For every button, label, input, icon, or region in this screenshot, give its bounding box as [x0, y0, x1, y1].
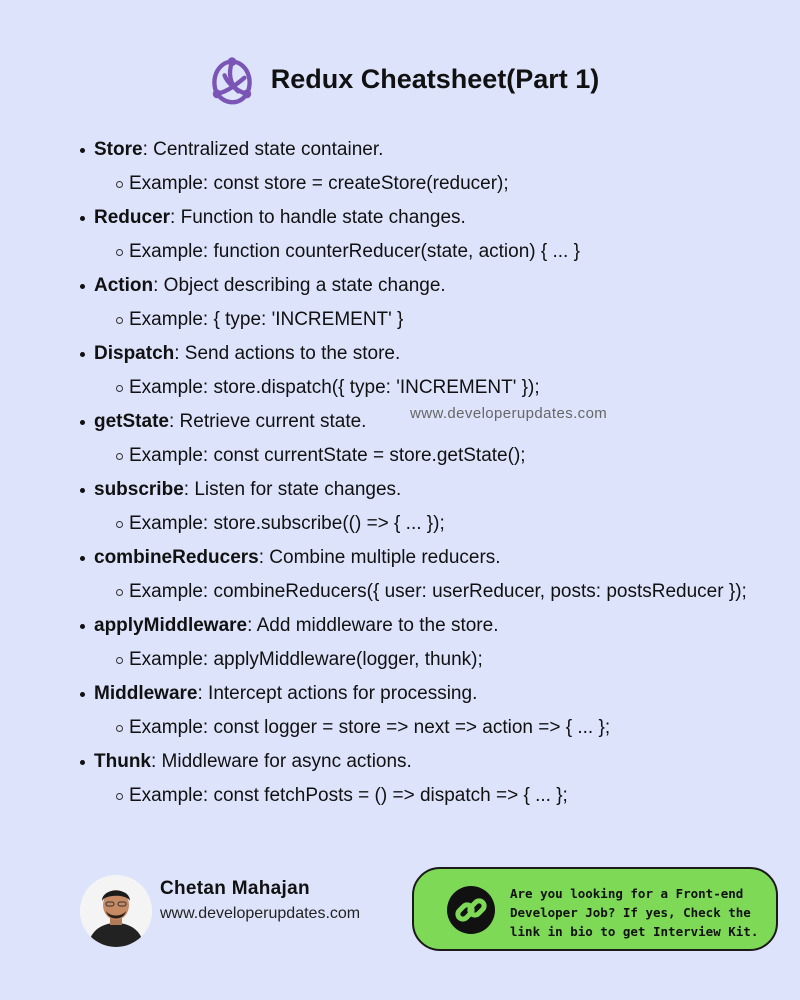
avatar: [80, 875, 152, 947]
item-description: : Combine multiple reducers.: [258, 547, 501, 568]
item-description: : Middleware for async actions.: [151, 751, 412, 772]
item-example: Example: const fetchPosts = () => dispatch => { ... };: [80, 779, 780, 813]
item-term: Thunk: [94, 751, 151, 772]
list-item: [80, 677, 780, 745]
item-heading: [80, 473, 780, 507]
item-description: : Function to handle state changes.: [170, 207, 466, 228]
item-heading: [80, 201, 780, 235]
item-example: Example: applyMiddleware(logger, thunk);: [80, 643, 780, 677]
item-heading: [80, 677, 780, 711]
author-name: Chetan Mahajan: [160, 878, 310, 899]
item-example: Example: const logger = store => next => action => { ... };: [80, 711, 780, 745]
item-term: Action: [94, 275, 154, 296]
item-heading: [80, 609, 780, 643]
header: [0, 48, 800, 110]
item-description: : Send actions to the store.: [174, 343, 401, 364]
avatar-portrait-icon: [80, 875, 152, 947]
item-example: Example: { type: 'INCREMENT' }: [80, 303, 780, 337]
item-term: Middleware: [94, 683, 198, 704]
list-item: [80, 473, 780, 541]
promo-text: Are you looking for a Front-end Developer Job? If yes, Check the link in bio to get Interview Kit.: [510, 886, 759, 939]
list-item: [80, 133, 780, 201]
item-description: : Centralized state container.: [142, 139, 384, 160]
interview-kit-promo[interactable]: [412, 867, 778, 951]
item-term: applyMiddleware: [94, 615, 248, 636]
page-title: Redux Cheatsheet(Part 1): [270, 63, 600, 94]
item-example: Example: const store = createStore(reducer);: [80, 167, 780, 201]
item-term: subscribe: [94, 479, 184, 500]
item-description: : Object describing a state change.: [153, 275, 446, 296]
author-website[interactable]: www.developerupdates.com: [160, 905, 361, 922]
item-example: Example: const currentState = store.getState();: [80, 439, 780, 473]
item-example: Example: function counterReducer(state, action) { ... }: [80, 235, 780, 269]
watermark: www.developerupdates.com: [410, 405, 608, 422]
list-item: [80, 269, 780, 337]
item-description: : Intercept actions for processing.: [197, 683, 478, 704]
item-description: : Listen for state changes.: [183, 479, 402, 500]
list-item: [80, 337, 780, 405]
item-heading: [80, 133, 780, 167]
item-heading: [80, 745, 780, 779]
item-example: Example: store.subscribe(() => { ... });: [80, 507, 780, 541]
cheatsheet-list: [80, 133, 780, 813]
author-card: [80, 875, 400, 947]
list-item: [80, 609, 780, 677]
item-term: Reducer: [94, 207, 171, 228]
item-description: : Add middleware to the store.: [247, 615, 499, 636]
list-item: [80, 201, 780, 269]
item-description: : Retrieve current state.: [168, 411, 367, 432]
redux-logo-icon: [201, 48, 263, 110]
item-example: Example: combineReducers({ user: userReducer, posts: postsReducer });: [80, 575, 780, 609]
link-icon: [447, 886, 495, 934]
item-term: combineReducers: [94, 547, 259, 568]
item-example: Example: store.dispatch({ type: 'INCREMENT' });: [80, 371, 780, 405]
item-heading: [80, 337, 780, 371]
list-item: [80, 541, 780, 609]
item-term: Dispatch: [94, 343, 175, 364]
list-item: [80, 745, 780, 813]
item-term: Store: [94, 139, 143, 160]
item-term: getState: [94, 411, 169, 432]
item-heading: [80, 269, 780, 303]
item-heading: [80, 541, 780, 575]
